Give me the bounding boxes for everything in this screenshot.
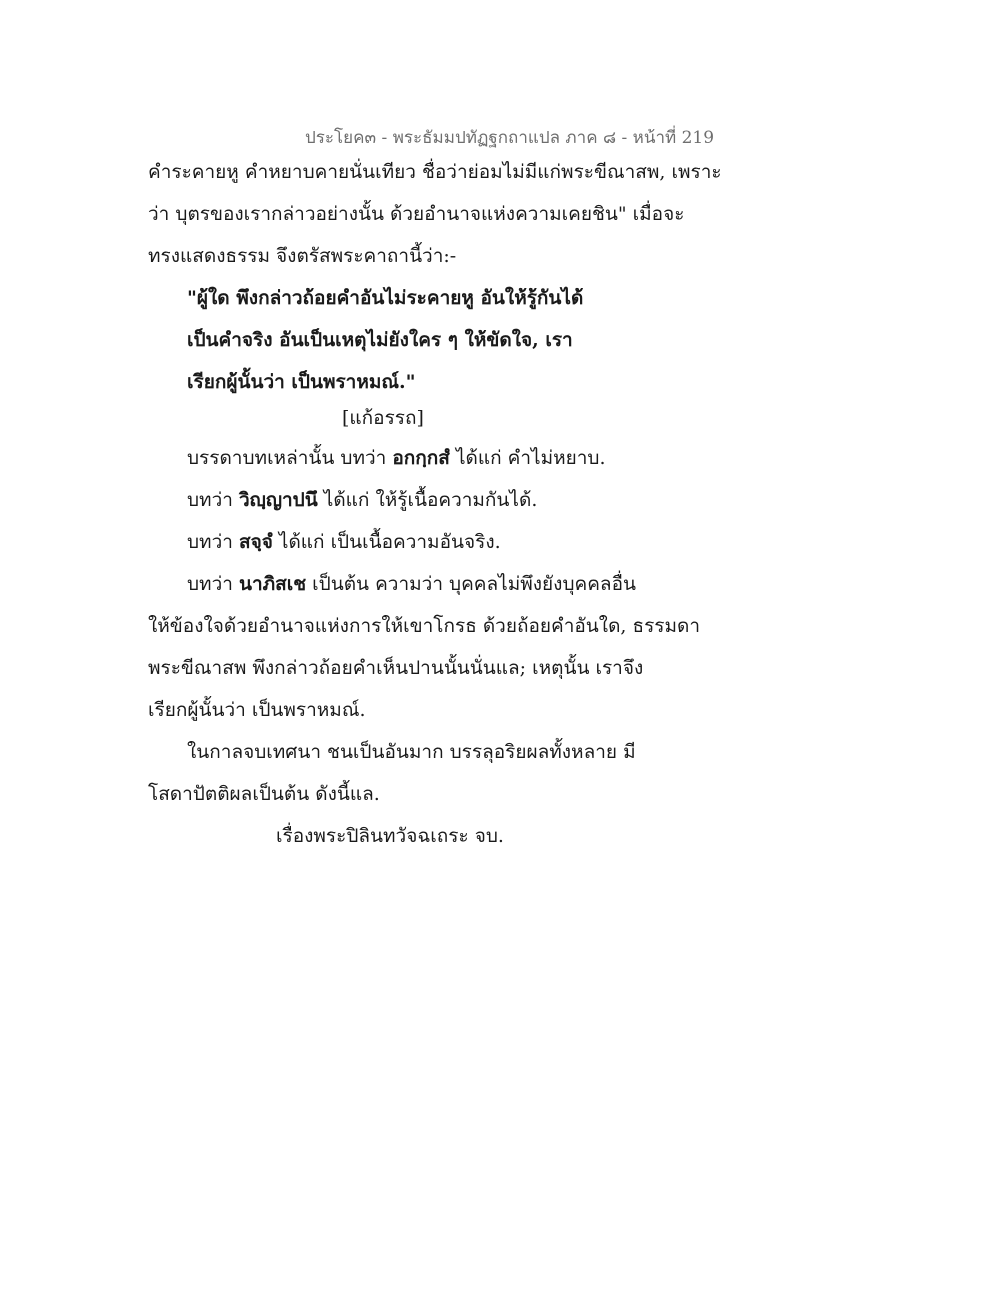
verse-line: เป็นคำจริง อันเป็นเหตุไม่ยังใคร ๆ ให้ขัดใจ, เรา (187, 329, 573, 351)
pali-term: วิญฺญาปนึ (238, 489, 318, 511)
body-line: ให้ข้องใจด้วยอำนาจแห่งการให้เขาโกรธ ด้วยถ้อยคำอันใด, ธรรมดา (148, 615, 701, 637)
body-line: ในกาลจบเทศนา ชนเป็นอันมาก บรรลุอริยผลทั้งหลาย มี (187, 741, 636, 763)
body-line: เรียกผู้นั้นว่า เป็นพราหมณ์. (148, 699, 366, 721)
gloss-prefix: บรรดาบทเหล่านั้น บทว่า (187, 447, 393, 469)
gloss-line (187, 488, 537, 512)
verse-line: "ผู้ใด พึงกล่าวถ้อยคำอันไม่ระคายหู อันให้รู้กันได้ (187, 287, 584, 309)
body-line: โสดาปัตติผลเป็นต้น ดังนี้แล. (148, 783, 380, 805)
gloss-suffix: ได้แก่ คำไม่หยาบ. (449, 447, 606, 469)
body-line: ว่า บุตรของเรากล่าวอย่างนั้น ด้วยอำนาจแห่งความเคยชิน" เมื่อจะ (148, 203, 685, 225)
gloss-prefix: บทว่า (187, 489, 239, 511)
body-line: ทรงแสดงธรรม จึงตรัสพระคาถานี้ว่า:- (148, 245, 457, 267)
gloss-prefix: บทว่า (187, 573, 239, 595)
body-line: คำระคายหู คำหยาบคายนั่นเทียว ชื่อว่าย่อมไม่มีแก่พระขีณาสพ, เพราะ (148, 161, 722, 183)
pali-term: อกกฺกสํ (392, 447, 450, 469)
section-title: [แก้อรรถ] (342, 407, 424, 429)
body-line: พระขีณาสพ พึงกล่าวถ้อยคำเห็นปานนั้นนั่นแล; เหตุนั้น เราจึง (148, 657, 644, 679)
pali-term: สจฺจํ (238, 531, 273, 553)
gloss-suffix: ได้แก่ ให้รู้เนื้อความกันได้. (317, 489, 538, 511)
gloss-line (187, 572, 636, 596)
gloss-suffix: เป็นต้น ความว่า บุคคลไม่พึงยังบุคคลอื่น (306, 573, 636, 595)
page-header: ประโยค๓ - พระธัมมปทัฏฐกถาแปล ภาค ๘ - หน้าที่ 219 (305, 128, 715, 148)
verse-line: เรียกผู้นั้นว่า เป็นพราหมณ์." (187, 371, 416, 393)
gloss-line (187, 530, 501, 554)
story-end-title: เรื่องพระปิลินทวัจฉเถระ จบ. (276, 825, 504, 847)
gloss-line (187, 446, 606, 470)
pali-term: นาภิสเช (238, 573, 307, 595)
gloss-prefix: บทว่า (187, 531, 239, 553)
gloss-suffix: ได้แก่ เป็นเนื้อความอันจริง. (272, 531, 501, 553)
